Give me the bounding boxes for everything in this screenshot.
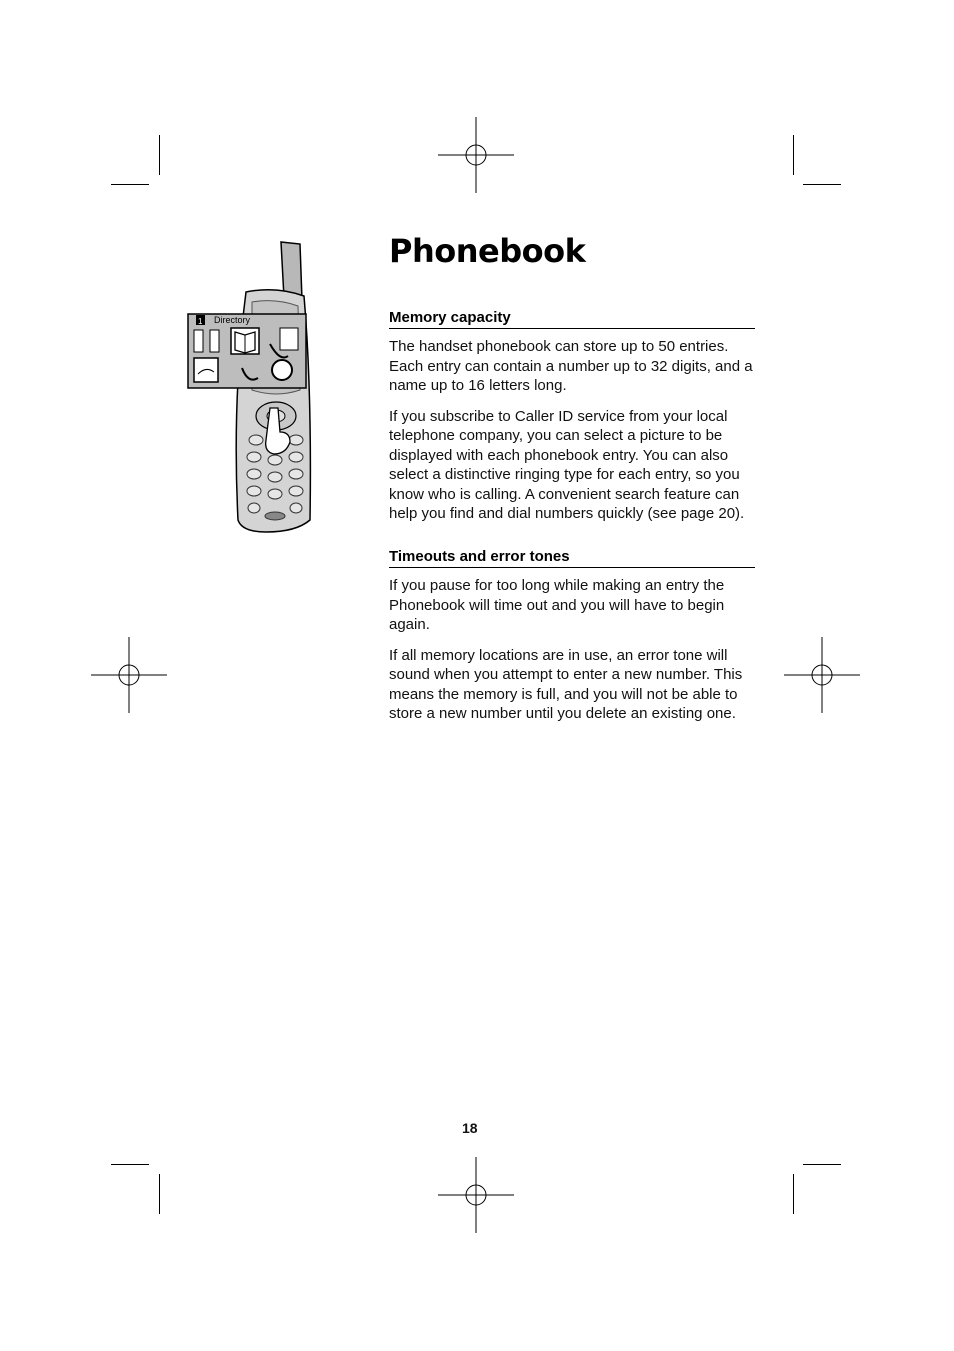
section-heading: Timeouts and error tones [389,548,755,568]
crop-mark [793,135,794,175]
registration-mark-icon [438,117,514,193]
registration-mark-icon [438,1157,514,1233]
page-number: 18 [462,1120,478,1136]
crop-mark [159,1174,160,1214]
paragraph: If all memory locations are in use, an error tone will sound when you attempt to enter a new number. This means the memory is full, and you will not be able to store a new number until you delete an existing one. [389,646,743,722]
section-memory-capacity [389,309,755,535]
handset-icon [186,240,316,535]
paragraph: If you subscribe to Caller ID service from your local telephone company, you can select a picture to be displayed with each phonebook entry. You can also select a distinctive ringing type for each entry, so you know who is calling. A convenient search feature can help you find and dial numbers quickly (see page 20). [389,407,745,522]
crop-mark [111,1164,149,1165]
paragraph: If you pause for too long while making an entry the Phonebook will time out and you will have to begin again. [389,577,725,633]
svg-text:1: 1 [198,317,203,326]
handset-illustration [186,240,316,535]
crop-mark [793,1174,794,1214]
crop-mark [159,135,160,175]
registration-mark-icon [91,637,167,713]
page-title: Phonebook [389,232,586,270]
paragraph: The handset phonebook can store up to 50 entries. Each entry can contain a number up to 32 digits, and a name up to 16 letters long. [389,338,753,394]
section-timeouts [389,548,755,735]
phone-screen-label: Directory [214,315,251,325]
registration-mark-icon [784,637,860,713]
section-heading: Memory capacity [389,309,755,329]
crop-mark [111,184,149,185]
crop-mark [803,1164,841,1165]
crop-mark [803,184,841,185]
